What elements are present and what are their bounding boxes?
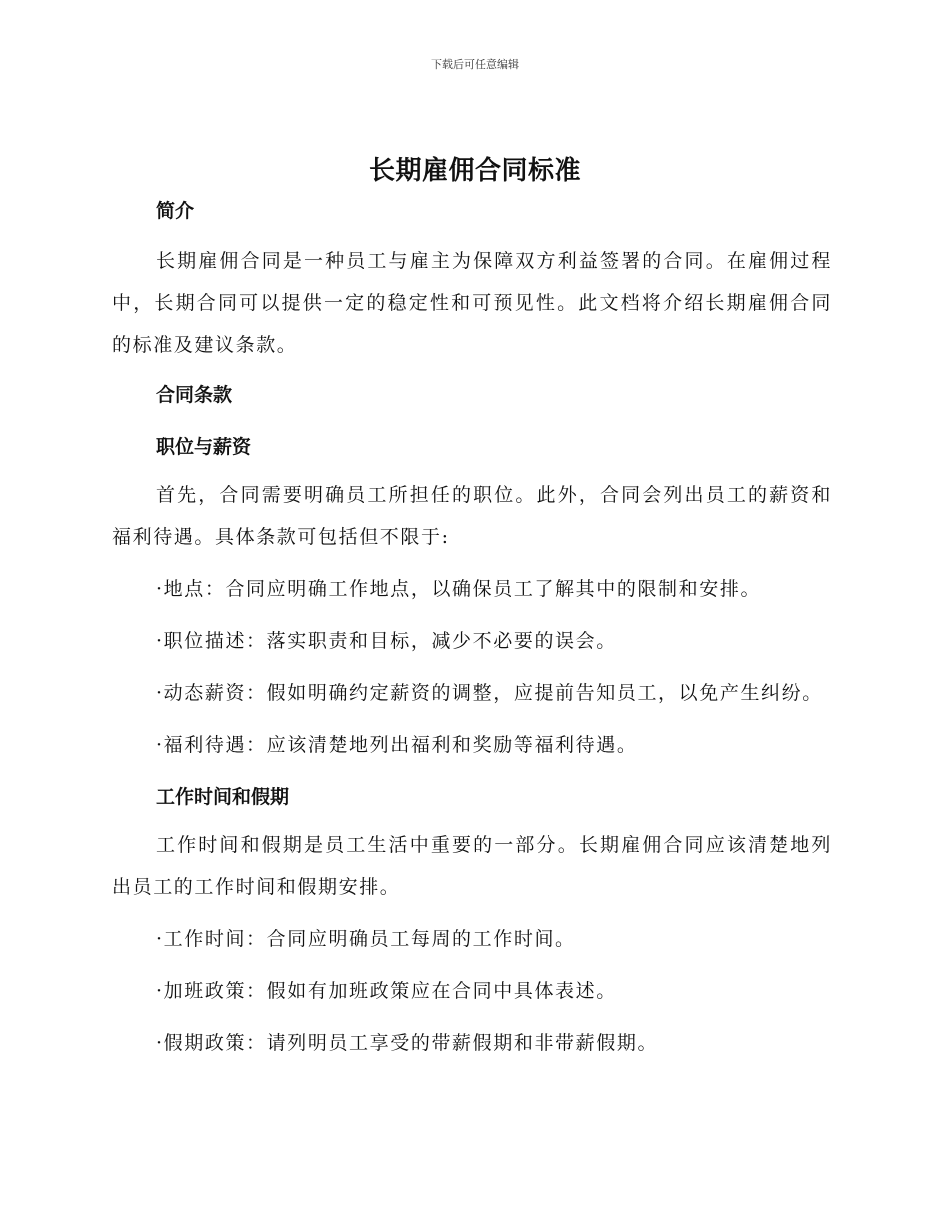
list-item-location [112,568,832,610]
list-item-text: 地点：合同应明确工作地点，以确保员工了解其中的限制和安排。 [163,578,762,600]
bullet-icon: · [156,734,164,756]
list-item-overtime [112,970,832,1012]
list-item-dynamic-salary [112,672,832,714]
paragraph-position: 首先，合同需要明确员工所担任的职位。此外，合同会列出员工的薪资和福利待遇。具体条款可包括但不限于: [112,484,832,548]
bullet-icon: · [156,682,164,704]
list-item-text: 假期政策：请列明员工享受的带薪假期和非带薪假期。 [163,1032,659,1054]
section-heading-position: 职位与薪资 [156,436,252,458]
list-item-text: 动态薪资：假如明确约定薪资的调整，应提前告知员工，以免产生纠纷。 [163,682,823,704]
header-note: 下载后可任意编辑 [431,58,519,71]
section-heading-terms: 合同条款 [156,384,233,406]
document-title: 长期雇佣合同标准 [368,156,581,186]
section-heading-worktime: 工作时间和假期 [156,786,290,808]
list-item-text: 福利待遇：应该清楚地列出福利和奖励等福利待遇。 [163,734,638,756]
bullet-icon: · [156,578,164,600]
paragraph-worktime: 工作时间和假期是员工生活中重要的一部分。长期雇佣合同应该清楚地列出员工的工作时间和假期安排。 [112,834,832,898]
document-body [112,190,832,1064]
list-item-benefits [112,724,832,766]
bullet-icon: · [156,980,164,1002]
list-item-holidays [112,1022,832,1064]
list-item-text: 工作时间：合同应明确员工每周的工作时间。 [163,928,576,950]
paragraph-intro: 长期雇佣合同是一种员工与雇主为保障双方利益签署的合同。在雇佣过程中，长期合同可以提供一定的稳定性和可预见性。此文档将介绍长期雇佣合同的标准及建议条款。 [112,250,832,356]
list-item-job-description [112,620,832,662]
bullet-icon: · [156,630,164,652]
list-item-text: 加班政策：假如有加班政策应在合同中具体表述。 [163,980,617,1002]
list-item-work-hours [112,918,832,960]
bullet-icon: · [156,928,164,950]
bullet-icon: · [156,1032,164,1054]
section-heading-intro: 简介 [156,200,195,222]
list-item-text: 职位描述：落实职责和目标，减少不必要的误会。 [163,630,617,652]
